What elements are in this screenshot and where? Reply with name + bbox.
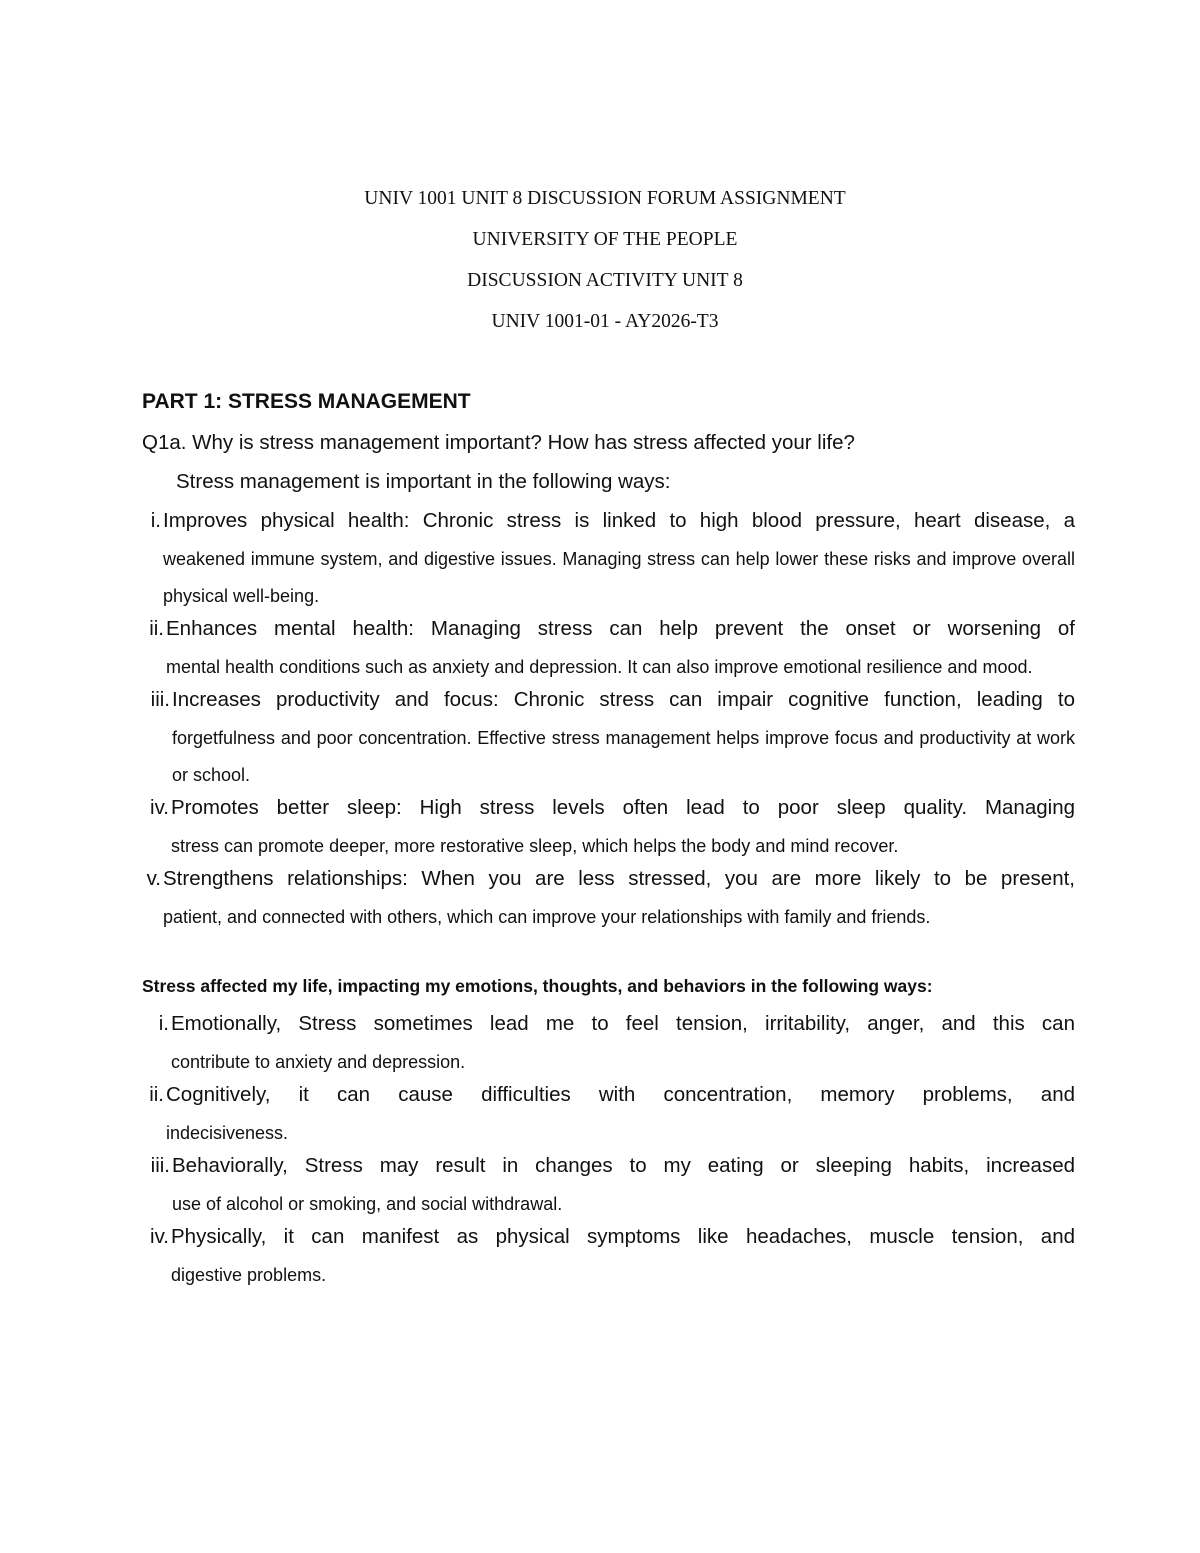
list-item-first-line: Behaviorally, Stress may result in changes to my eating or sleeping habits, increased (172, 1154, 1075, 1177)
list-number: i. (150, 509, 161, 532)
list-item-continuation: contribute to anxiety and depression. (171, 1052, 466, 1072)
list-item (142, 507, 1075, 615)
list-number: iv. (150, 796, 169, 819)
header-university: UNIVERSITY OF THE PEOPLE (472, 229, 738, 250)
document-header (0, 186, 1200, 350)
question-q1a: Q1a. Why is stress management important? How has stress affected your life? (142, 431, 855, 454)
list-item-first-line: Physically, it can manifest as physical symptoms like headaches, muscle tension, and (171, 1225, 1075, 1248)
list-item (142, 794, 1075, 865)
list-number: ii. (149, 1083, 164, 1106)
list-item (142, 1010, 1075, 1081)
list-item-continuation: use of alcohol or smoking, and social withdrawal. (172, 1194, 563, 1214)
list-number: iii. (150, 688, 170, 711)
list-number: ii. (149, 617, 164, 640)
list-item (142, 865, 1075, 936)
list-number: iv. (150, 1225, 169, 1248)
list-item (142, 1152, 1075, 1223)
part1-title: PART 1: STRESS MANAGEMENT (142, 390, 471, 413)
list-number: iii. (150, 1154, 170, 1177)
list-item-continuation: weakened immune system, and digestive issues. Managing stress can help lower these risks and improve overall physical well-being. (163, 549, 1075, 606)
list-number: i. (158, 1012, 169, 1035)
list-item-first-line: Increases productivity and focus: Chronic stress can impair cognitive function, leading to (172, 688, 1075, 711)
list-item-first-line: Improves physical health: Chronic stress is linked to high blood pressure, heart disease, a (163, 509, 1075, 532)
header-course-title: UNIV 1001 UNIT 8 DISCUSSION FORUM ASSIGNMENT (364, 188, 846, 209)
header-activity: DISCUSSION ACTIVITY UNIT 8 (467, 270, 743, 291)
list-item (142, 686, 1075, 794)
list-item-continuation: patient, and connected with others, which can improve your relationships with family and friends. (163, 907, 931, 927)
list-item-continuation: forgetfulness and poor concentration. Effective stress management helps improve focus and productivity at work or school. (172, 728, 1075, 785)
list-item-first-line: Emotionally, Stress sometimes lead me to feel tension, irritability, anger, and this can (171, 1012, 1075, 1035)
list-item (142, 1081, 1075, 1152)
section-spacer (142, 936, 1075, 973)
list-item-continuation: stress can promote deeper, more restorative sleep, which helps the body and mind recover. (171, 836, 899, 856)
list-item-first-line: Strengthens relationships: When you are less stressed, you are more likely to be present, (163, 867, 1075, 890)
list-item (142, 615, 1075, 686)
list-item-first-line: Cognitively, it can cause difficulties with concentration, memory problems, and (166, 1083, 1075, 1106)
list-item-continuation: digestive problems. (171, 1265, 327, 1285)
list-item-continuation: indecisiveness. (166, 1123, 289, 1143)
effects-list (142, 1010, 1075, 1294)
intro-sentence: Stress management is important in the following ways: (176, 470, 671, 493)
list-item-first-line: Promotes better sleep: High stress levels often lead to poor sleep quality. Managing (171, 796, 1075, 819)
importance-list (142, 507, 1075, 936)
document-body (142, 388, 1075, 1294)
effects-title: Stress affected my life, impacting my emotions, thoughts, and behaviors in the following ways: (142, 976, 933, 996)
list-item (142, 1223, 1075, 1294)
list-number: v. (146, 867, 161, 890)
list-item-continuation: mental health conditions such as anxiety and depression. It can also improve emotional resilience and mood. (166, 657, 1033, 677)
header-course-code: UNIV 1001-01 - AY2026-T3 (491, 311, 719, 332)
list-item-first-line: Enhances mental health: Managing stress can help prevent the onset or worsening of (166, 617, 1075, 640)
